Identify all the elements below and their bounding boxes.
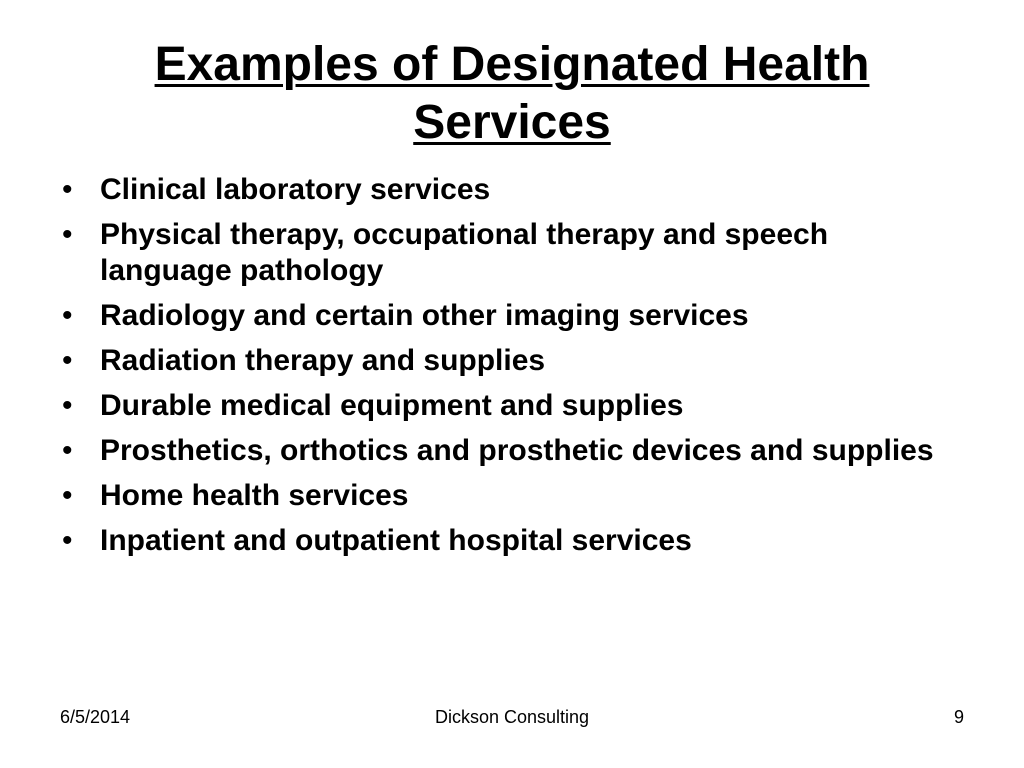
bullet-text: Inpatient and outpatient hospital services [100, 524, 692, 557]
bullet-text: Radiology and certain other imaging services [100, 299, 749, 332]
bullet-icon: • [62, 299, 73, 332]
bullet-text: Physical therapy, occupational therapy and speech language pathology [100, 218, 829, 287]
bullet-item [56, 478, 956, 514]
bullet-icon: • [62, 434, 73, 467]
bullet-text: Durable medical equipment and supplies [100, 389, 684, 422]
bullet-icon: • [62, 344, 73, 377]
bullet-item [56, 217, 956, 289]
slide-title [60, 36, 964, 152]
bullet-item [56, 172, 956, 208]
bullet-item [56, 433, 956, 469]
bullet-item [56, 523, 956, 559]
bullet-text: Radiation therapy and supplies [100, 344, 546, 377]
bullet-text: Home health services [100, 479, 409, 512]
footer-page-number: 9 [953, 707, 964, 727]
bullet-text: Prosthetics, orthotics and prosthetic devices and supplies [100, 434, 934, 467]
bullet-icon: • [62, 218, 73, 251]
bullet-icon: • [62, 173, 73, 206]
bullet-list [56, 172, 956, 568]
bullet-text: Clinical laboratory services [100, 173, 491, 206]
bullet-icon: • [62, 389, 73, 422]
bullet-icon: • [62, 524, 73, 557]
footer-date: 6/5/2014 [60, 707, 131, 727]
bullet-item [56, 343, 956, 379]
footer-company: Dickson Consulting [434, 707, 590, 727]
bullet-item [56, 388, 956, 424]
bullet-icon: • [62, 479, 73, 512]
slide-title-line-2: Services [413, 96, 611, 149]
slide-title-line-1: Examples of Designated Health [154, 38, 870, 91]
bullet-item [56, 298, 956, 334]
